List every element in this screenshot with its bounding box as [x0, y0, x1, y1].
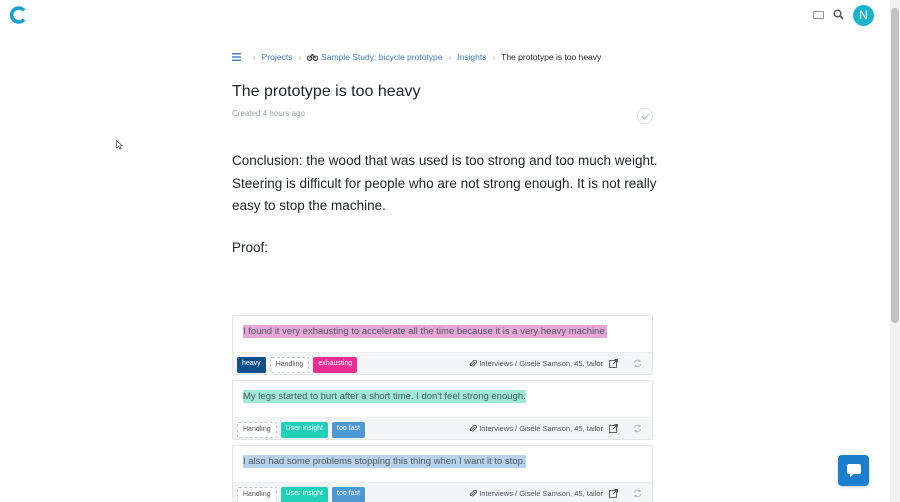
chevron-right-icon: ›: [298, 52, 302, 62]
attachment-icon: [469, 490, 477, 498]
tag-list: [237, 422, 365, 438]
evidence-quote[interactable]: [233, 381, 652, 417]
refresh-icon[interactable]: [633, 489, 642, 498]
created-timestamp: Created 4 hours ago: [232, 109, 305, 118]
source-link[interactable]: [469, 489, 618, 498]
attachment-icon: [469, 360, 477, 368]
refresh-icon[interactable]: [633, 424, 642, 433]
bicycle-icon: [307, 53, 318, 61]
tag-chip[interactable]: too fast: [332, 422, 365, 438]
chevron-right-icon: ›: [253, 52, 256, 62]
highlighted-quote-text: I found it very exhausting to accelerate all the time because it is a very heavy machine.: [243, 326, 608, 337]
external-link-icon[interactable]: [609, 424, 618, 433]
refresh-icon[interactable]: [633, 359, 642, 368]
breadcrumb-current: The prototype is too heavy: [501, 52, 602, 62]
conclusion-text[interactable]: Conclusion: the wood that was used is too strong and too much weight. Steering is difficult for people who are not strong enough. It is not really easy to stop the machine.: [232, 153, 658, 213]
chevron-right-icon: ›: [492, 52, 496, 62]
page-title[interactable]: The prototype is too heavy: [232, 83, 421, 100]
source-link[interactable]: [469, 424, 618, 433]
tag-chip[interactable]: Handling: [237, 422, 277, 438]
check-icon: [641, 113, 650, 120]
tag-chip[interactable]: exhausting: [313, 357, 357, 373]
tag-list: [237, 357, 357, 373]
avatar[interactable]: N: [853, 5, 874, 26]
highlighted-quote-text: I also had some problems stopping this thing when I want it to stop.: [243, 456, 526, 467]
tag-chip[interactable]: Handling: [237, 487, 277, 502]
keyboard-icon[interactable]: [813, 11, 824, 19]
evidence-card[interactable]: [232, 380, 653, 440]
search-icon[interactable]: [833, 9, 844, 20]
breadcrumb-projects[interactable]: Projects: [261, 52, 293, 62]
source-text: Interviews / Gisele Samson, 45, tailor: [479, 489, 603, 498]
tag-chip[interactable]: heavy: [237, 357, 266, 373]
proof-label: Proof:: [232, 240, 269, 255]
chevron-right-icon: ›: [448, 52, 452, 62]
chat-button[interactable]: [838, 455, 869, 486]
evidence-card[interactable]: [232, 315, 653, 375]
highlighted-quote-text: My legs started to hurt after a short time. I don't feel strong enough.: [243, 391, 526, 402]
evidence-quote[interactable]: [233, 446, 652, 482]
evidence-footer: [233, 482, 652, 502]
source-link[interactable]: [469, 359, 618, 368]
mouse-cursor-icon: [116, 140, 123, 150]
tag-chip[interactable]: Handling: [270, 357, 310, 373]
tag-chip[interactable]: User Insight: [281, 422, 328, 438]
source-text: Interviews / Gisele Samson, 45, tailor: [479, 359, 603, 368]
breadcrumb: [232, 50, 601, 64]
tag-chip[interactable]: User Insight: [281, 487, 328, 502]
scrollbar-thumb[interactable]: [891, 8, 899, 323]
chat-bubble-icon: [846, 463, 862, 478]
external-link-icon[interactable]: [609, 359, 618, 368]
breadcrumb-study[interactable]: Sample Study: bicycle prototype: [321, 52, 443, 62]
evidence-footer: [233, 352, 652, 374]
logo-icon[interactable]: [10, 6, 28, 24]
tag-chip[interactable]: too fast: [332, 487, 365, 502]
evidence-card[interactable]: [232, 445, 653, 502]
attachment-icon: [469, 425, 477, 433]
source-text: Interviews / Gisele Samson, 45, tailor: [479, 424, 603, 433]
menu-icon[interactable]: [232, 53, 241, 61]
evidence-quote[interactable]: [233, 316, 652, 352]
breadcrumb-insights[interactable]: Insights: [457, 52, 487, 62]
tag-list: [237, 487, 365, 502]
top-bar: [0, 0, 890, 32]
mark-done-button[interactable]: [637, 108, 653, 124]
external-link-icon[interactable]: [609, 489, 618, 498]
evidence-footer: [233, 417, 652, 439]
